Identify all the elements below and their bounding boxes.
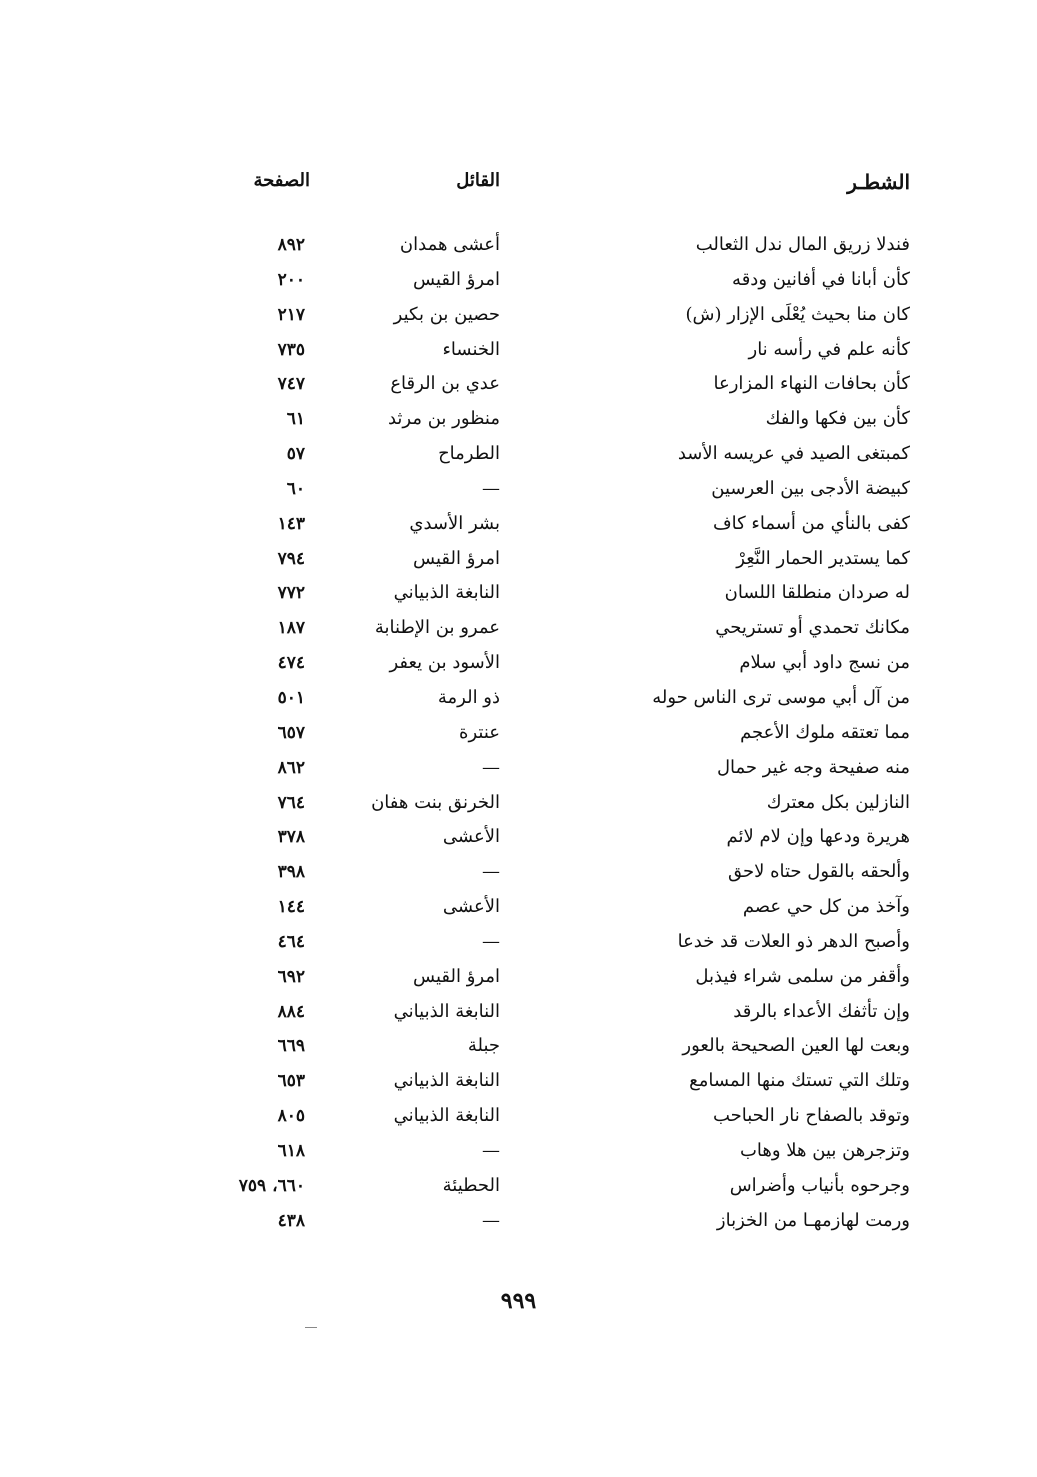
poet-name: الأعشى <box>442 826 500 848</box>
verse-text: وآخذ من كل حي عصم <box>742 896 910 918</box>
verse-text: مكانك تحمدي أو تستريحي <box>715 617 910 639</box>
table-row <box>200 1171 910 1206</box>
table-row <box>200 1031 910 1066</box>
poet-name: جبلة <box>467 1035 500 1057</box>
table-row <box>200 474 910 509</box>
verse-text: كان منا بحيث يُعْلَى الإزار (ش) <box>685 303 910 325</box>
table-row <box>200 404 910 439</box>
table-row <box>200 1136 910 1171</box>
verse-text: منه صفيحة وجه غير حمال <box>716 756 910 778</box>
table-row <box>200 578 910 613</box>
verse-text: وتوقد بالصفاح نار الحباحب <box>712 1105 910 1127</box>
page-ref: ٢١٧ <box>277 304 305 325</box>
table-row <box>200 997 910 1032</box>
table-row <box>200 1206 910 1241</box>
header-verse: الشطـر <box>847 170 910 194</box>
table-row <box>200 230 910 265</box>
poet-name: — <box>482 477 500 499</box>
table-row <box>200 369 910 404</box>
verse-text: كفى بالنأي من أسماء كاف <box>712 512 910 534</box>
poet-name: أعشى همدان <box>399 234 500 255</box>
print-speck <box>305 1327 317 1328</box>
poet-name: — <box>482 930 500 952</box>
page-ref: ٣٧٨ <box>277 827 305 848</box>
table-row <box>200 857 910 892</box>
verse-text: له صردان منطلقا اللسان <box>724 582 910 604</box>
poet-name: النابغة الذبياني <box>393 582 500 604</box>
page-ref: ٧٤٧ <box>277 374 305 395</box>
table-row <box>200 1066 910 1101</box>
page-ref: ٦٦٩ <box>277 1036 305 1057</box>
table-row <box>200 962 910 997</box>
page-ref: ١٤٣ <box>277 513 305 534</box>
poet-name: حصين بن بكير <box>393 303 500 325</box>
page-ref: ٨٠٥ <box>277 1106 305 1127</box>
table-row <box>200 753 910 788</box>
poet-name: عمرو بن الإطنابة <box>374 617 500 639</box>
page-ref: ٤٦٤ <box>277 931 305 952</box>
page-number: ٩٩٩ <box>500 1288 537 1314</box>
table-row <box>200 300 910 335</box>
poet-name: عنترة <box>459 721 500 743</box>
verse-text: فندلا زريق المال ندل الثعالب <box>695 234 910 255</box>
page-ref: ٦١٨ <box>277 1140 305 1161</box>
verse-text: من آل أبي موسى ترى الناس حوله <box>652 686 910 708</box>
page-ref: ٣٩٨ <box>277 862 305 883</box>
table-row <box>200 1101 910 1136</box>
page-ref: ١٨٧ <box>277 618 305 639</box>
table-row <box>200 439 910 474</box>
page-ref: ٦٥٧ <box>277 722 305 743</box>
verse-text: كأن أبانا في أفانين ودقه <box>732 268 910 290</box>
verse-text: كأن بحافات النهاء المزارعا <box>713 373 910 395</box>
page-ref: ٦٩٢ <box>277 966 305 987</box>
page-ref: ٨٨٤ <box>277 1001 305 1022</box>
table-header <box>200 170 910 204</box>
verse-text: وبعت لها العين الصحيحة بالعور <box>682 1035 910 1057</box>
page-ref: ٧٩٤ <box>277 548 305 569</box>
poet-name: النابغة الذبياني <box>393 1105 500 1127</box>
poet-name: بشر الأسدي <box>409 512 500 534</box>
verse-text: وألحقه بالقول حتاه لاحق <box>727 861 910 883</box>
poet-name: — <box>482 1209 500 1231</box>
table-row <box>200 718 910 753</box>
verse-text: وإن تأثفك الأعداء بالرقد <box>733 1000 910 1022</box>
poet-name: عدي بن الرقاع <box>390 373 500 395</box>
poet-name: النابغة الذبياني <box>393 1070 500 1092</box>
page-ref: ١٤٤ <box>277 897 305 918</box>
page-ref: ٥٠١ <box>277 687 305 708</box>
table-row <box>200 648 910 683</box>
page-ref: ٧٧٢ <box>277 583 305 604</box>
poet-name: الأعشى <box>442 896 500 918</box>
table-row <box>200 788 910 823</box>
page-ref: ٢٠٠ <box>277 269 305 290</box>
poet-name: — <box>482 1139 500 1161</box>
page-ref: ٦١ <box>286 409 305 430</box>
table-row <box>200 544 910 579</box>
table-row <box>200 927 910 962</box>
poet-name: الخنساء <box>442 338 500 360</box>
table-row <box>200 265 910 300</box>
table-row <box>200 335 910 370</box>
index-table <box>200 230 910 1240</box>
page-ref: ٦٠ <box>286 478 305 499</box>
page-ref: ٨٩٢ <box>277 235 305 255</box>
poet-name: — <box>482 756 500 778</box>
poet-name: امرؤ القيس <box>413 965 500 987</box>
poet-name: الحطيئة <box>442 1174 500 1196</box>
page-ref: ٦٥٣ <box>277 1071 305 1092</box>
poet-name: الطرماح <box>438 443 500 465</box>
verse-text: وجرحوه بأنياب وأضراس <box>729 1174 910 1196</box>
verse-text: وأصبح الدهر ذو العلات قد خدعا <box>677 930 910 952</box>
header-poet: القائل <box>456 170 500 191</box>
header-page: الصفحة <box>253 170 310 191</box>
verse-text: وأقفر من سلمى شراء فيذبل <box>695 965 910 987</box>
poet-name: امرؤ القيس <box>413 268 500 290</box>
verse-text: كأن بين فكها والفك <box>765 408 910 430</box>
verse-text: كأنه علم في رأسه نار <box>748 338 910 360</box>
poet-name: منظور بن مرثد <box>387 408 500 430</box>
verse-text: كما يستدير الحمار النَّعِرْ <box>736 547 910 569</box>
verse-text: مما تعتقه ملوك الأعجم <box>740 721 910 743</box>
verse-text: ورمت لهازمهـا من الخزباز <box>716 1209 910 1231</box>
table-row <box>200 892 910 927</box>
verse-text: كبيضة الأدجى بين العرسين <box>711 477 910 499</box>
page-ref: ٧٣٥ <box>277 339 305 360</box>
page-ref: ٧٦٤ <box>277 792 305 813</box>
table-row <box>200 613 910 648</box>
poet-name: الأسود بن يعفر <box>389 652 500 674</box>
verse-text: وتزجرهن بين هلا وهاب <box>739 1139 910 1161</box>
poet-name: ذو الرمة <box>437 686 500 708</box>
page-ref: ٤٣٨ <box>277 1210 305 1231</box>
page-ref: ٨٦٢ <box>277 757 305 778</box>
verse-text: هريرة ودعها وإن لام لائم <box>726 826 910 848</box>
verse-text: كمبتغى الصيد في عريسه الأسد <box>677 443 910 465</box>
verse-text: وتلك التي تستك منها المسامع <box>689 1070 910 1092</box>
poet-name: الخرنق بنت هفان <box>371 791 500 813</box>
page-ref: ٦٦٠، ٧٥٩ <box>238 1175 305 1196</box>
poet-name: النابغة الذبياني <box>393 1000 500 1022</box>
table-row <box>200 509 910 544</box>
table-row <box>200 822 910 857</box>
page-ref: ٥٧ <box>286 444 305 465</box>
verse-text: من نسج داود أبي سلام <box>739 652 910 674</box>
poet-name: امرؤ القيس <box>413 547 500 569</box>
page-ref: ٤٧٤ <box>277 653 305 674</box>
poet-name: — <box>482 861 500 883</box>
table-row <box>200 683 910 718</box>
verse-text: النازلين بكل معترك <box>766 791 910 813</box>
